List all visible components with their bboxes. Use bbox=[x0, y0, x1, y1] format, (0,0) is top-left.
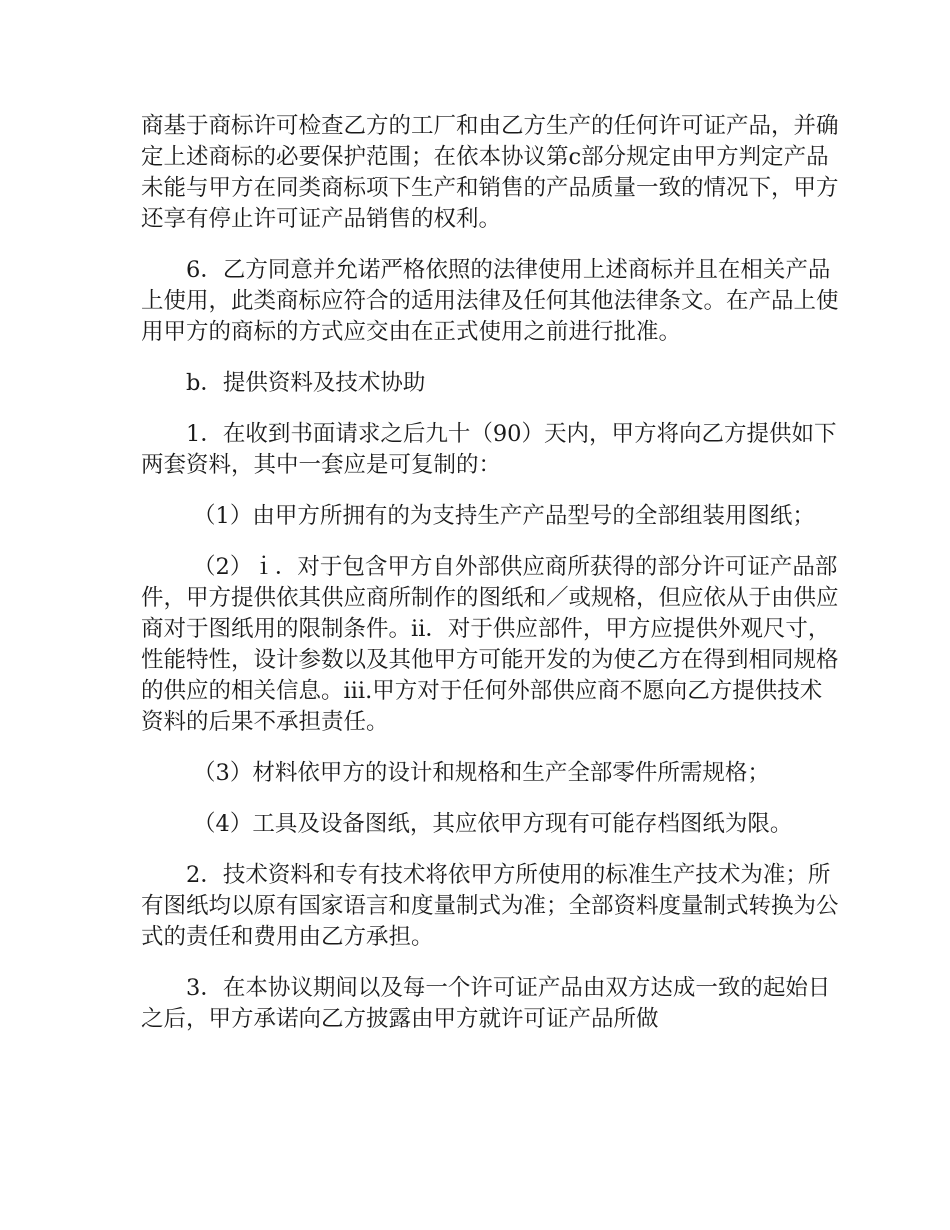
paragraph-clause-2: 2．技术资料和专有技术将依甲方所使用的标准生产技术为准；所有图纸均以原有国家语言和度量制式为准；全部资料度量制式转换为公式的责任和费用由乙方承担。 bbox=[141, 862, 839, 950]
paragraph-clause-1: 1．在收到书面请求之后九十（90）天内，甲方将向乙方提供如下两套资料，其中一套应是可复制的： bbox=[141, 421, 837, 478]
paragraph-clause-3: 3．在本协议期间以及每一个许可证产品由双方达成一致的起始日之后，甲方承诺向乙方披露由甲方就许可证产品所做 bbox=[141, 975, 831, 1032]
paragraph-item-4: （4）工具及设备图纸，其应依甲方现有可能存档图纸为限。 bbox=[193, 811, 793, 837]
paragraph-continuation: 商基于商标许可检查乙方的工厂和由乙方生产的任何许可证产品，并确定上述商标的必要保护范围；在依本协议第c部分规定由甲方判定产品未能与甲方在同类商标项下生产和销售的产品质量一致的情况下，甲方还享有停止许可证产品销售的权利。 bbox=[141, 113, 839, 232]
paragraph-clause-6: 6．乙方同意并允诺严格依照的法律使用上述商标并且在相关产品上使用，此类商标应符合的适用法律及任何其他法律条文。在产品上使用甲方的商标的方式应交由在正式使用之前进行批准。 bbox=[141, 257, 839, 345]
section-heading-b: b．提供资料及技术协助 bbox=[186, 370, 426, 396]
document-body bbox=[141, 111, 841, 1055]
paragraph-item-2: （2）ｉ．对于包含甲方自外部供应商所获得的部分许可证产品部件，甲方提供依其供应商所制作的图纸和／或规格，但应依从于由供应商对于图纸用的限制条件。ⅱ．对于供应部件，甲方应提供外观尺寸，性能特性，设计参数以及其他甲方可能开发的为使乙方在得到相同规格的供应的相关信息。ⅲ.甲方对于任何外部供应商不愿向乙方提供技术资料的后果不承担责任。 bbox=[141, 554, 839, 735]
paragraph-item-1: （1）由甲方所拥有的为支持生产产品型号的全部组装用图纸； bbox=[193, 503, 815, 529]
paragraph-item-3: （3）材料依甲方的设计和规格和生产全部零件所需规格； bbox=[193, 760, 770, 786]
